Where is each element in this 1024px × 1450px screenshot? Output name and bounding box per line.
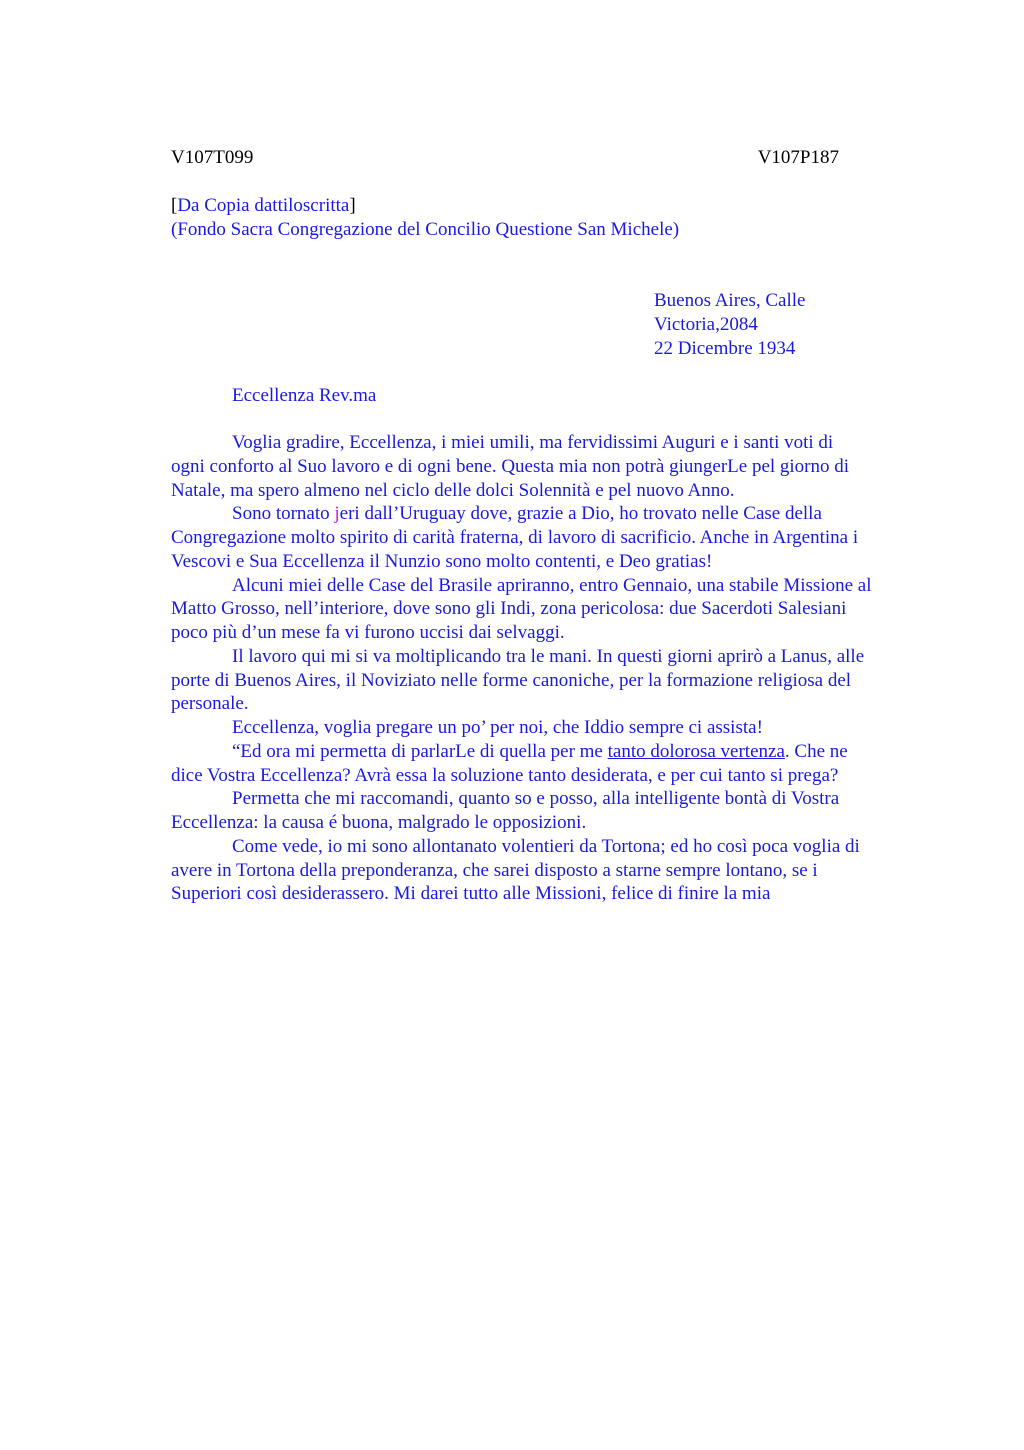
source-label: Da Copia dattiloscritta [177,195,350,216]
body-text-segment: “Ed ora mi permetta di parlarLe di quella per me [232,740,608,762]
bracket-close: ] [349,195,356,216]
body-line: Alcuni miei delle Case del Brasile apriranno, entro Gennaio, una stabile Missione al [232,574,872,596]
archive-fondo: (Fondo Sacra Congregazione del Concilio Questione San Michele) [171,219,680,240]
bracket-open: [ [171,195,178,216]
body-line: Come vede, io mi sono allontanato volentieri da Tortona; ed ho così poca voglia di [232,835,860,857]
sender-address [654,289,874,361]
body-line: personale. [171,693,249,715]
body-line: Natale, ma spero almeno nel ciclo delle dolci Solennità e pel nuovo Anno. [171,479,735,501]
body-line: Matto Grosso, nell’interiore, dove sono gli Indi, zona pericolosa: due Sacerdoti Salesiani [171,598,847,620]
body-line: Il lavoro qui mi si va moltiplicando tra le mani. In questi giorni aprirò a Lanus, alle [232,645,865,667]
address-line-1: Buenos Aires, Calle [654,290,806,311]
underlined-phrase: tanto dolorosa vertenza [607,740,785,762]
letter-date: 22 Dicembre 1934 [654,338,796,359]
letter-body [171,431,931,906]
source-note [171,194,871,242]
body-line: Vescovi e Sua Eccellenza il Nunzio sono molto contenti, e Deo gratias! [171,550,713,572]
body-line: Permetta che mi raccomandi, quanto so e posso, alla intelligente bontà di Vostra [232,788,840,810]
body-line: poco più d’un mese fa vi furono uccisi dai selvaggi. [171,622,565,643]
body-line: Superiori così desiderassero. Mi darei tutto alle Missioni, felice di finire la mia [171,883,771,905]
body-line: Voglia gradire, Eccellenza, i miei umili, ma fervidissimi Auguri e i santi voti di [232,432,834,453]
volume-code-left: V107T099 [171,147,254,168]
body-text-segment: . Che ne [784,740,848,762]
body-line: Eccellenza, voglia pregare un po’ per noi, che Iddio sempre ci assista! [232,717,763,738]
body-line: Congregazione molto spirito di carità fraterna, di lavoro di sacrificio. Anche in Argentina i [171,527,859,548]
address-line-2: Victoria,2084 [654,314,758,335]
highlighted-letter: j [334,503,340,525]
salutation: Eccellenza Rev.ma [232,385,377,406]
body-line: avere in Tortona della preponderanza, che sarei disposto a starne sempre lontano, se i [171,859,818,881]
body-text-segment: Sono tornato [232,503,335,525]
body-line [171,740,931,764]
body-line [171,502,931,526]
page-code-right: V107P187 [757,147,839,168]
body-text-segment: eri dall’Uruguay dove, grazie a Dio, ho trovato nelle Case della [339,503,822,525]
body-line: Eccellenza: la causa é buona, malgrado le opposizioni. [171,812,587,833]
source-label-line [171,194,871,218]
body-line: porte di Buenos Aires, il Noviziato nelle forme canoniche, per la formazione religiosa del [171,669,852,691]
body-line: dice Vostra Eccellenza? Avrà essa la soluzione tanto desiderata, e per cui tanto si prega? [171,764,839,786]
document-header [171,146,839,170]
body-line: ogni conforto al Suo lavoro e di ogni bene. Questa mia non potrà giungerLe pel giorno di [171,455,850,477]
